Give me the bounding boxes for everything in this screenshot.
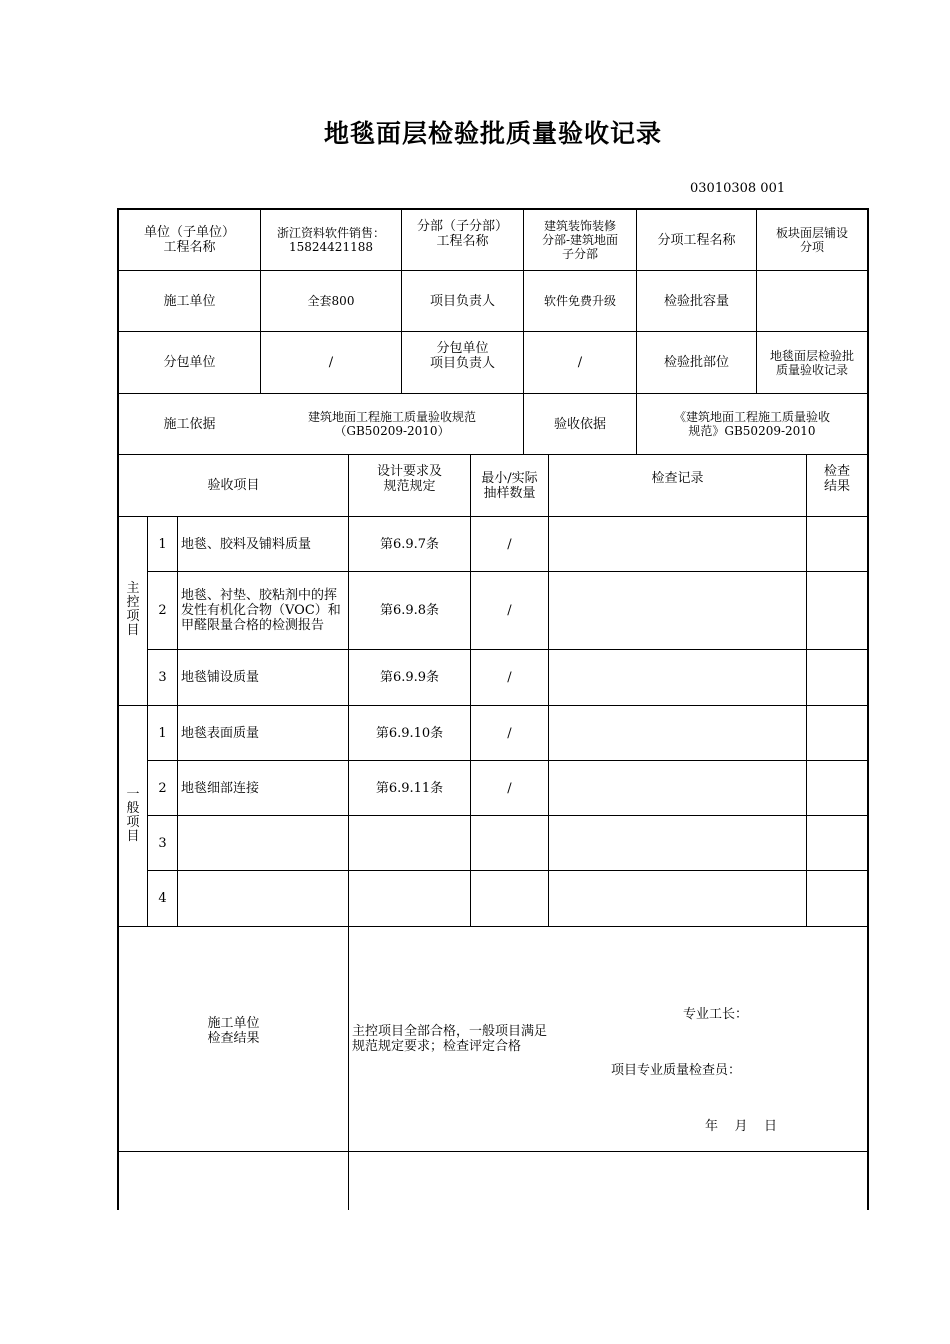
col-header-record: 检查记录 (651, 470, 704, 486)
general-row-spec (349, 871, 470, 926)
main-group-label: 主控项目 (126, 581, 140, 638)
subcontractor-pm-label: 分包单位 项目负责人 (429, 341, 495, 371)
general-row-spec (349, 816, 470, 870)
main-row-item: 地毯铺设质量 (181, 670, 260, 685)
general-row-item: 地毯表面质量 (181, 725, 260, 741)
subcontractor-label: 分包单位 (163, 355, 216, 370)
main-row-no: 1 (158, 536, 167, 552)
batch-capacity-value (757, 271, 867, 331)
general-row-sample: / (507, 725, 512, 741)
contractor-check-result-text: 主控项目全部合格，一般项目满足 规范规定要求；检查评定合格 (352, 1024, 548, 1054)
main-row-sample: / (507, 670, 512, 685)
quality-inspector-signature-label: 项目专业质量检查员： (611, 1063, 742, 1078)
col-divider (548, 454, 549, 926)
general-row-sample (471, 816, 548, 870)
col-header-sample: 最小/实际 抽样数量 (481, 470, 538, 501)
batch-capacity-label: 检验批容量 (663, 293, 729, 309)
col-header-item: 验收项目 (207, 478, 260, 493)
main-row-no: 3 (158, 670, 167, 685)
main-row-item: 地毯、衬垫、胶粘剂中的挥发性有机化合物（VOC）和甲醛限量合格的检测报告 (181, 588, 341, 633)
subcontractor-pm-value: / (577, 355, 583, 370)
acceptance-basis-value: 《建筑地面工程施工质量验收 规范》GB50209-2010 (673, 410, 830, 438)
batch-location-value: 地毯面层检验批 质量验收记录 (769, 348, 854, 377)
general-row-spec: 第6.9.10条 (375, 725, 444, 741)
signature-date: 年 月 日 (705, 1119, 778, 1134)
division-name-label: 分部（子分部） 工程名称 (416, 219, 508, 249)
general-row-sample: / (507, 780, 512, 796)
main-row-no: 2 (158, 603, 167, 618)
col-header-design: 设计要求及 规范规定 (376, 464, 442, 494)
contractor-value: 全套800 (307, 294, 355, 308)
form-border-right (867, 208, 869, 1210)
contractor-check-result-label: 施工单位 检查结果 (207, 1016, 260, 1046)
general-row-spec: 第6.9.11条 (375, 780, 444, 796)
document-title: 地毯面层检验批质量验收记录 (323, 119, 662, 148)
batch-location-label: 检验批部位 (663, 355, 729, 370)
general-row-item (178, 816, 348, 870)
general-row-no: 1 (158, 725, 167, 741)
general-group-label: 一般项目 (126, 787, 140, 844)
row-divider (118, 1151, 868, 1152)
subitem-name-value: 板块面层铺设 分项 (775, 226, 848, 254)
general-row-sample (471, 871, 548, 926)
division-name-value: 建筑装饰装修 分部-建筑地面 子分部 (541, 219, 619, 261)
main-row-sample: / (507, 603, 512, 618)
subcontractor-value: / (328, 355, 334, 370)
document-code: 03010308 001 (690, 181, 786, 196)
col-header-result: 检查 结果 (823, 464, 850, 494)
general-row-item (178, 871, 348, 926)
main-row-spec: 第6.9.7条 (379, 536, 440, 552)
foreman-signature-label: 专业工长： (683, 1007, 749, 1022)
project-manager-label: 项目负责人 (429, 293, 495, 309)
main-row-sample: / (507, 536, 512, 552)
general-row-item: 地毯细部连接 (181, 780, 260, 796)
row-divider (118, 926, 868, 927)
unit-name-value: 浙江资料软件销售： 15824421188 (276, 226, 385, 254)
subitem-name-label: 分项工程名称 (657, 232, 736, 248)
project-manager-value: 软件免费升级 (543, 294, 616, 308)
construction-basis-value: 建筑地面工程施工质量验收规范 （GB50209-2010） (307, 410, 476, 438)
acceptance-basis-label: 验收依据 (553, 416, 606, 432)
main-row-spec: 第6.9.8条 (379, 603, 440, 618)
main-row-item: 地毯、胶料及铺料质量 (181, 536, 312, 552)
unit-name-label: 单位（子单位） 工程名称 (143, 225, 235, 255)
main-row-spec: 第6.9.9条 (379, 670, 440, 685)
contractor-label: 施工单位 (163, 293, 216, 309)
general-row-no: 4 (158, 891, 167, 906)
construction-basis-label: 施工依据 (163, 416, 216, 432)
general-row-no: 2 (158, 780, 167, 796)
col-divider (806, 454, 807, 926)
general-row-no: 3 (158, 835, 167, 851)
